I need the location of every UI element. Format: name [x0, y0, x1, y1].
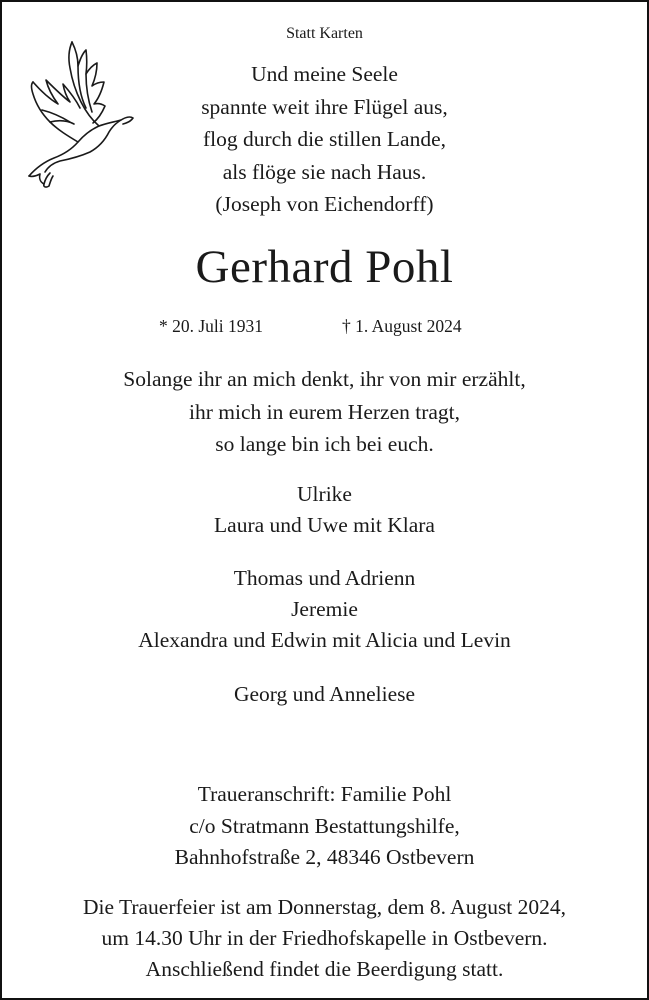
poem-line: Und meine Seele: [251, 62, 398, 86]
ceremony-line: Die Trauerfeier ist am Donnerstag, dem 8. August 2024,: [82, 895, 567, 919]
poem-author: (Joseph von Eichendorff): [215, 192, 434, 216]
quote-line: Solange ihr an mich denkt, ihr von mir erzählt,: [123, 367, 526, 391]
address-line: Traueranschrift: Familie Pohl: [197, 782, 452, 806]
address-line: Bahnhofstraße 2, 48346 Ostbevern: [174, 845, 475, 869]
death-date: † 1. August 2024: [342, 316, 462, 336]
poem-line: als flöge sie nach Haus.: [222, 159, 427, 184]
family-line: Jeremie: [291, 597, 358, 621]
poem-line: spannte weit ihre Flügel aus,: [201, 94, 448, 119]
quote-line: ihr mich in eurem Herzen tragt,: [188, 399, 461, 424]
ceremony-line: um 14.30 Uhr in der Friedhofskapelle in Ostbevern.: [101, 926, 548, 950]
family-line: Georg und Anneliese: [233, 682, 416, 706]
ceremony-info: [2, 892, 647, 985]
birth-date: * 20. Juli 1931: [159, 316, 264, 336]
family-line: Laura und Uwe mit Klara: [214, 513, 435, 537]
family-group-3: [2, 679, 647, 710]
ceremony-line: Anschließend findet die Beerdigung statt.: [145, 957, 504, 981]
deceased-name: Gerhard Pohl: [195, 241, 454, 293]
mourning-address: [2, 779, 647, 874]
quote-line: so lange bin ich bei euch.: [215, 432, 434, 456]
family-line: Thomas und Adrienn: [233, 566, 416, 590]
statt-karten-label: Statt Karten: [286, 25, 363, 42]
poem-line: flog durch die stillen Lande,: [203, 127, 446, 151]
family-line: Ulrike: [297, 482, 352, 506]
family-group-2: [2, 563, 647, 656]
family-group-1: [2, 479, 647, 541]
farewell-quote: [2, 363, 647, 461]
family-line: Alexandra und Edwin mit Alicia und Levin: [138, 628, 511, 652]
address-line: c/o Stratmann Bestattungshilfe,: [189, 813, 460, 838]
poem: [2, 58, 647, 221]
